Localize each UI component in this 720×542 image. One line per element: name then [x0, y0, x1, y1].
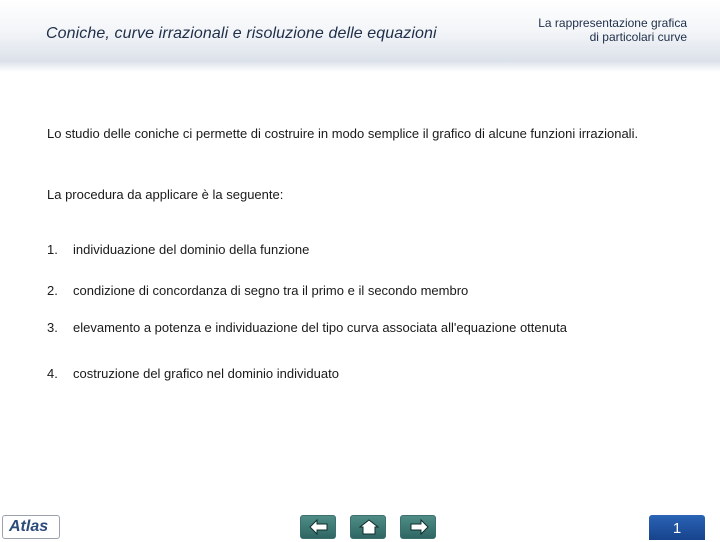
list-item-number: 1.	[47, 242, 58, 257]
next-slide-button[interactable]	[400, 515, 436, 539]
list-item-text: costruzione del grafico nel dominio individuato	[73, 366, 339, 381]
list-item-number: 3.	[47, 320, 58, 335]
page-number-badge: 1	[649, 515, 705, 540]
logo-text: Atlas	[9, 518, 49, 535]
slide-subtitle	[497, 16, 687, 44]
home-button[interactable]	[350, 515, 386, 539]
list-item-number: 4.	[47, 366, 58, 381]
home-icon	[359, 519, 379, 535]
header-divider	[0, 62, 720, 72]
arrow-left-icon	[309, 519, 329, 535]
list-item-number: 2.	[47, 283, 58, 298]
list-item	[47, 242, 309, 257]
list-item	[47, 283, 468, 298]
list-item	[47, 366, 339, 381]
list-item-text: individuazione del dominio della funzione	[73, 242, 310, 257]
subtitle-line-1: La rappresentazione grafica	[538, 16, 687, 30]
subtitle-line-2: di particolari curve	[589, 30, 687, 44]
arrow-right-icon	[409, 519, 429, 535]
list-item-text: condizione di concordanza di segno tra il primo e il secondo membro	[73, 283, 469, 298]
procedure-intro: La procedura da applicare è la seguente:	[47, 187, 284, 202]
slide-title: Coniche, curve irrazionali e risoluzione delle equazioni	[46, 25, 437, 42]
list-item	[47, 320, 567, 335]
previous-slide-button[interactable]	[300, 515, 336, 539]
list-item-text: elevamento a potenza e individuazione del tipo curva associata all'equazione ottenuta	[73, 320, 567, 335]
intro-paragraph: Lo studio delle coniche ci permette di costruire in modo semplice il grafico di alcune funzioni irrazionali.	[47, 126, 639, 141]
atlas-logo	[2, 515, 60, 539]
